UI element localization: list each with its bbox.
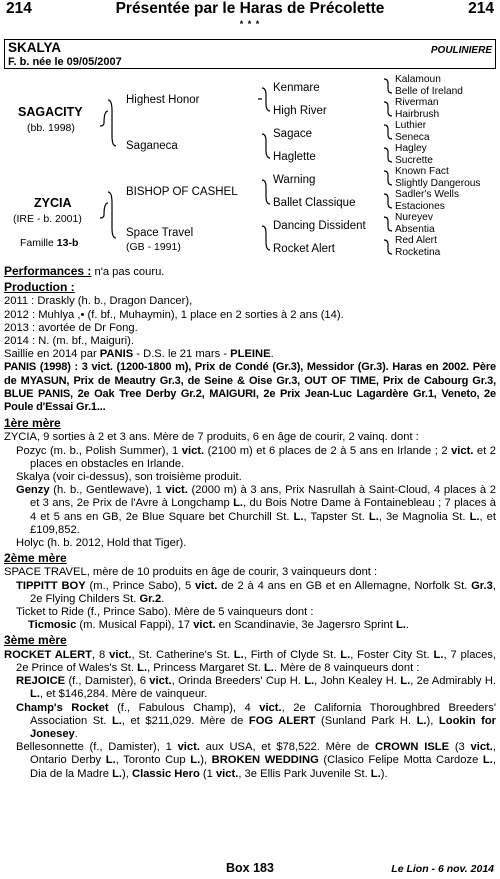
consignor-title: Présentée par le Haras de Précolette: [115, 0, 385, 17]
gen2-sire-sire: Highest Honor: [126, 94, 200, 106]
horse-birth: F. b. née le 09/05/2007: [8, 56, 122, 68]
lot-number-right: 214: [468, 0, 494, 17]
gen4-8: Sucrette: [395, 155, 433, 166]
production-line: 2012 : Muhlya ,• (f. bf., Muhaymin), 1 place en 2 sorties à 2 ans (14).: [4, 308, 344, 321]
gen4-14: Absentia: [395, 224, 435, 235]
gen4-2: Belle of Ireland: [395, 86, 463, 97]
produce-skalya: Skalya (voir ci-dessus), son troisième produit.: [16, 471, 242, 484]
produce-tippitt-boy: TIPPITT BOY (m., Prince Sabo), 5 vict. de 2 à 4 ans en GB et en Allemagne, Norfolk St. Gr.3, 2e Flying Childers St. Gr.2.: [16, 579, 496, 605]
mere2-heading: 2ème mère: [4, 551, 67, 566]
page-footer: [6, 862, 494, 877]
gen3-4: Haglette: [273, 151, 316, 163]
gen3-8: Rocket Alert: [273, 243, 335, 255]
lot-number-left: 214: [6, 0, 32, 17]
gen4-12: Estaciones: [395, 201, 445, 212]
mere3-heading: 3ème mère: [4, 633, 67, 648]
header-stars: * * *: [239, 19, 261, 29]
gen2-dam-dam-detail: (GB - 1991): [126, 241, 181, 253]
box-number: Box 183: [226, 861, 274, 875]
produce-champs-rocket: Champ's Rocket (f., Fabulous Champ), 4 vict., 2e California Thoroughbred Breeders' Association St. L., et $211,029. Mère de FOG ALERT (Sunland Park H. L.), Lookin for Jonesey.: [16, 701, 497, 740]
page-header: [6, 0, 494, 29]
sale-location-date: Le Lion - 6 nov. 2014: [391, 863, 494, 875]
dam-detail: (IRE - b. 2001): [13, 213, 82, 225]
mere1-intro: ZYCIA, 9 sorties à 2 et 3 ans. Mère de 7 produits, 6 en âge de courir, 2 vainq. dont :: [4, 431, 419, 444]
sire-name: SAGACITY: [18, 105, 83, 119]
gen2-dam-sire: BISHOP OF CASHEL: [126, 186, 238, 198]
horse-name: SKALYA: [8, 40, 62, 55]
gen4-9: Known Fact: [395, 166, 449, 177]
dam-family: Famille 13-b: [20, 237, 79, 249]
catalogue-body: [4, 265, 496, 781]
production-line: 2013 : avortée de Dr Fong.: [4, 321, 138, 334]
gen3-2: High River: [273, 105, 327, 117]
gen2-dam-dam: Space Travel: [126, 227, 194, 239]
pedigree-chart: [0, 71, 500, 264]
produce-rejoice: REJOICE (f., Damister), 6 vict., Orinda Breeders' Cup H. L., John Kealey H. L., 2e Admirably H. L., et $146,284. Mère de vainqueur.: [16, 675, 497, 701]
production-line: 2011 : Draskly (h. b., Dragon Dancer),: [4, 295, 193, 308]
panis-record: PANIS (1998) : 3 vict. (1200-1800 m), Prix de Condé (Gr.3), Messidor (Gr.3). Haras en 2002. Père de MYASUN, Prix de Meautry Gr.3, de Seine & Oise Gr.3, OUT OF TIME, Prix de Cabourg Gr.3, BLUE PANIS, 2e Oak Tree Derby Gr.2, MAIGURI, 2e Prix Jean-Luc Lagardère Gr.1, Veneto, 2e Poule d'Essai Gr.1...: [4, 361, 496, 414]
produce-holyc: Holyc (h. b. 2012, Hold that Tiger).: [16, 537, 187, 550]
production-heading: Production :: [4, 280, 75, 295]
produce-pozyc: Pozyc (m. b., Polish Summer), 1 vict. (2100 m) et 6 places de 2 à 5 ans en Irlande ; 2 vict. et 2 places en obstacles en Irlande.: [16, 444, 496, 470]
gen4-13: Nureyev: [395, 212, 433, 223]
gen3-3: Sagace: [273, 128, 313, 140]
produce-bellesonnette: Bellesonnette (f., Damister), 1 vict. aux USA, et $78,522. Mère de CROWN ISLE (3 vict., Ontario Derby L., Toronto Cup L.), BROKEN WEDDING (Clasico Felipe Motta Cardoze L., Dia de la Madre L.), Classic Hero (1 vict., 3e Ellis Park Juvenile St. L.).: [16, 741, 496, 780]
gen3-7: Dancing Dissident: [273, 220, 366, 232]
gen3-5: Warning: [273, 174, 316, 186]
sire-detail: (bb. 1998): [27, 122, 75, 134]
dam-rocket-alert: ROCKET ALERT, 8 vict., St. Catherine's St. L., Firth of Clyde St. L., Foster City St. L., 7 places, 2e Prince of Wales's St. L., Princess Margaret St. L.. Mère de 8 vainqueurs dont :: [4, 648, 497, 674]
gen4-3: Riverman: [395, 97, 439, 108]
gen4-6: Seneca: [395, 132, 430, 143]
mere2-intro: SPACE TRAVEL, mère de 10 produits en âge de courir, 3 vainqueurs dont :: [4, 566, 378, 579]
produce-ticmosic: Ticmosic (m. Musical Fappi), 17 vict. en Scandinavie, 3e Jagersro Sprint L..: [28, 619, 409, 632]
performances-line: Performances : n'a pas couru.: [4, 264, 165, 278]
gen3-6: Ballet Classique: [273, 197, 356, 209]
mere1-heading: 1ère mère: [4, 416, 61, 431]
horse-type: POULINIERE: [430, 45, 492, 56]
gen2-sire-dam: Saganeca: [126, 140, 178, 152]
gen4-1: Kalamoun: [395, 74, 441, 85]
gen4-4: Hairbrush: [395, 109, 440, 120]
gen4-11: Sadler's Wells: [395, 189, 460, 200]
saillie-line: Saillie en 2014 par PANIS - D.S. le 21 mars - PLEINE.: [4, 348, 274, 361]
gen4-7: Hagley: [395, 143, 427, 154]
horse-name-box: [4, 39, 496, 69]
produce-ticket-to-ride: Ticket to Ride (f., Prince Sabo). Mère de 5 vainqueurs dont :: [16, 606, 314, 619]
dam-name: ZYCIA: [34, 196, 72, 210]
gen4-5: Luthier: [395, 120, 427, 131]
gen4-16: Rocketina: [395, 247, 441, 258]
gen3-1: Kenmare: [273, 82, 320, 94]
produce-genzy: Genzy (h. b., Gentlewave), 1 vict. (2000 m) à 3 ans, Prix Nasrullah à Saint-Cloud, 4 places à 2 et 3 ans, 2e Prix de l'Avre à Longchamp L., du Bois Notre Dame à Fontainebleau ; 7 places à 4 et 5 ans en GB, 2e Blue Square bet Churchill St. L., Tapster St. L., 3e Magnolia St. L., et £109,852.: [16, 484, 496, 536]
gen4-15: Red Alert: [395, 235, 437, 246]
gen4-10: Slightly Dangerous: [395, 178, 481, 189]
production-line: 2014 : N. (m. bf., Maiguri).: [4, 335, 134, 348]
